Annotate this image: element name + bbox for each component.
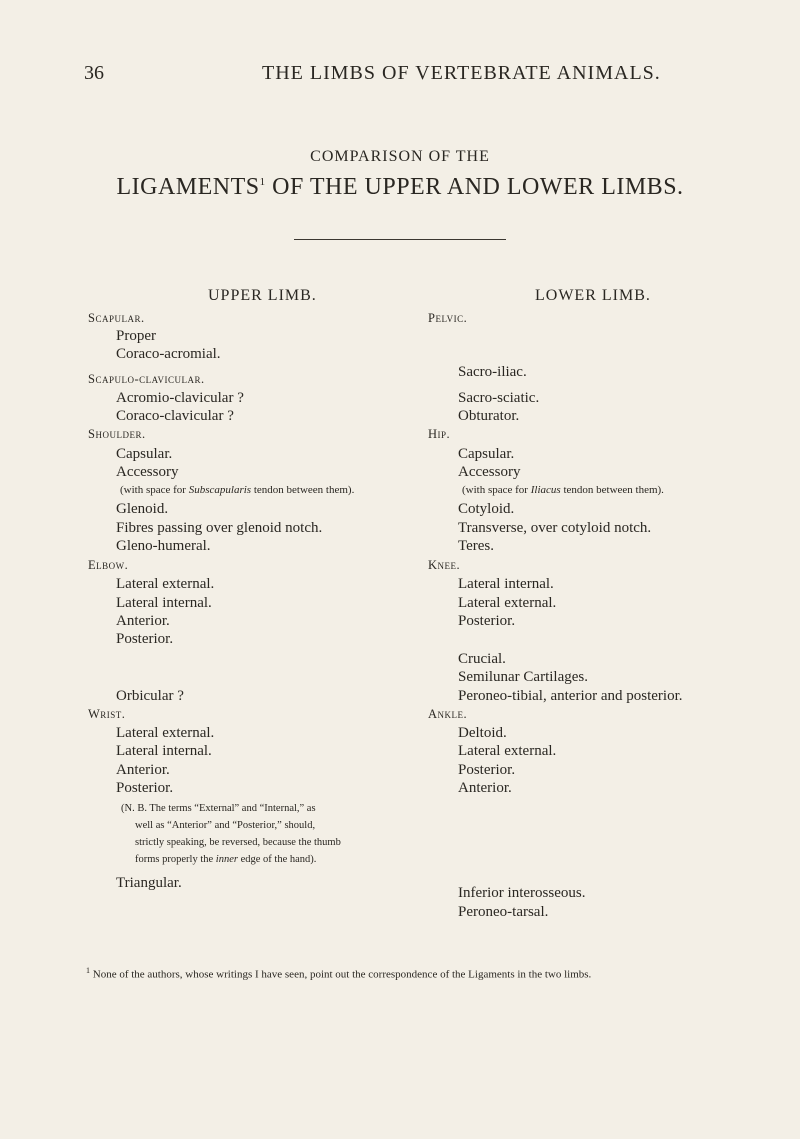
item-elbow-lateral-external: Lateral external. bbox=[116, 576, 215, 592]
item-glenoid: Glenoid. bbox=[116, 501, 169, 517]
item-knee-lateral-external: Lateral external. bbox=[458, 595, 557, 611]
item-semilunar: Semilunar Cartilages. bbox=[458, 669, 588, 685]
item-obturator: Obturator. bbox=[458, 408, 520, 424]
item-crucial: Crucial. bbox=[458, 651, 506, 667]
footnote bbox=[86, 966, 591, 981]
item-transverse: Transverse, over cotyloid notch. bbox=[458, 520, 652, 536]
item-teres: Teres. bbox=[458, 538, 495, 554]
item-elbow-lateral-internal: Lateral internal. bbox=[116, 595, 212, 611]
section-pelvic: Pelvic. bbox=[428, 311, 468, 325]
nb-line: strictly speaking, be reversed, because the thumb bbox=[135, 837, 341, 848]
item-proper: Proper bbox=[116, 328, 156, 344]
item-sacro-sciatic: Sacro-sciatic. bbox=[458, 390, 540, 406]
item-elbow-posterior: Posterior. bbox=[116, 631, 174, 647]
item-peroneo-tarsal: Peroneo-tarsal. bbox=[458, 904, 549, 920]
section-ankle: Ankle. bbox=[428, 707, 468, 721]
item-accessory: Accessory bbox=[116, 464, 179, 480]
item-peroneo-tibial: Peroneo-tibial, anterior and posterior. bbox=[458, 688, 683, 704]
note-text: (with space for bbox=[120, 484, 189, 496]
nb-italic: inner bbox=[215, 854, 238, 865]
item-wrist-lateral-external: Lateral external. bbox=[116, 725, 215, 741]
item-ankle-anterior: Anterior. bbox=[458, 780, 512, 796]
note-italic: Subscapularis bbox=[188, 484, 252, 496]
section-wrist: Wrist. bbox=[88, 707, 126, 721]
nota-bene bbox=[121, 800, 406, 868]
heading-line-2 bbox=[0, 174, 800, 201]
item-ankle-posterior: Posterior. bbox=[458, 762, 516, 778]
item-wrist-posterior: Posterior. bbox=[116, 780, 174, 796]
heading-line-1: COMPARISON OF THE bbox=[310, 148, 490, 165]
nb-line bbox=[121, 851, 406, 868]
item-acromio-clavicular: Acromio-clavicular ? bbox=[116, 390, 244, 406]
note-italic: Iliacus bbox=[530, 484, 561, 496]
item-capsular: Capsular. bbox=[116, 446, 173, 462]
item-fibres: Fibres passing over glenoid notch. bbox=[116, 520, 323, 536]
note-text: (with space for bbox=[462, 484, 531, 496]
nb-line: well as “Anterior” and “Posterior,” should, bbox=[135, 820, 316, 831]
heading-rest: OF THE UPPER AND LOWER LIMBS. bbox=[265, 174, 684, 200]
accessory-note bbox=[120, 484, 354, 496]
page-number: 36 bbox=[84, 62, 104, 84]
footnote-text: None of the authors, whose writings I have seen, point out the correspondence of the Ligaments in the two limbs. bbox=[90, 968, 592, 981]
heading-ligaments: LIGAMENTS bbox=[116, 174, 260, 200]
note-text: tendon between them). bbox=[560, 484, 664, 496]
section-knee: Knee. bbox=[428, 558, 461, 572]
item-knee-posterior: Posterior. bbox=[458, 613, 516, 629]
lower-limb-title: LOWER LIMB. bbox=[535, 287, 651, 304]
item-orbicular: Orbicular ? bbox=[116, 688, 184, 704]
footnote-marker: 1 bbox=[86, 966, 90, 975]
section-hip: Hip. bbox=[428, 427, 451, 441]
running-head bbox=[0, 62, 800, 92]
nb-text: forms properly the bbox=[135, 854, 216, 865]
item-cotyloid: Cotyloid. bbox=[458, 501, 515, 517]
item-sacro-iliac: Sacro-iliac. bbox=[458, 364, 527, 380]
item-coraco-clavicular: Coraco-clavicular ? bbox=[116, 408, 234, 424]
item-hip-accessory: Accessory bbox=[458, 464, 521, 480]
item-ankle-lateral-external: Lateral external. bbox=[458, 743, 557, 759]
heading-rule bbox=[294, 239, 506, 240]
section-elbow: Elbow. bbox=[88, 558, 129, 572]
hip-accessory-note bbox=[462, 484, 664, 496]
section-scapulo-clavicular: Scapulo-clavicular. bbox=[88, 372, 205, 386]
item-wrist-lateral-internal: Lateral internal. bbox=[116, 743, 212, 759]
section-shoulder: Shoulder. bbox=[88, 427, 146, 441]
item-knee-lateral-internal: Lateral internal. bbox=[458, 576, 554, 592]
item-hip-capsular: Capsular. bbox=[458, 446, 515, 462]
section-scapular: Scapular. bbox=[88, 311, 145, 325]
nb-text: edge of the hand). bbox=[237, 854, 317, 865]
running-title: THE LIMBS OF VERTEBRATE ANIMALS. bbox=[262, 62, 661, 84]
footnote-ref: 1 bbox=[259, 176, 266, 188]
nb-line: (N. B. The terms “External” and “Internal,” as bbox=[121, 803, 316, 814]
item-coraco-acromial: Coraco-acromial. bbox=[116, 346, 221, 362]
item-gleno-humeral: Gleno-humeral. bbox=[116, 538, 211, 554]
note-text: tendon between them). bbox=[251, 484, 355, 496]
item-deltoid: Deltoid. bbox=[458, 725, 507, 741]
item-triangular: Triangular. bbox=[116, 875, 182, 891]
item-inferior-interosseous: Inferior interosseous. bbox=[458, 885, 586, 901]
item-wrist-anterior: Anterior. bbox=[116, 762, 170, 778]
item-elbow-anterior: Anterior. bbox=[116, 613, 170, 629]
upper-limb-title: UPPER LIMB. bbox=[208, 287, 317, 304]
